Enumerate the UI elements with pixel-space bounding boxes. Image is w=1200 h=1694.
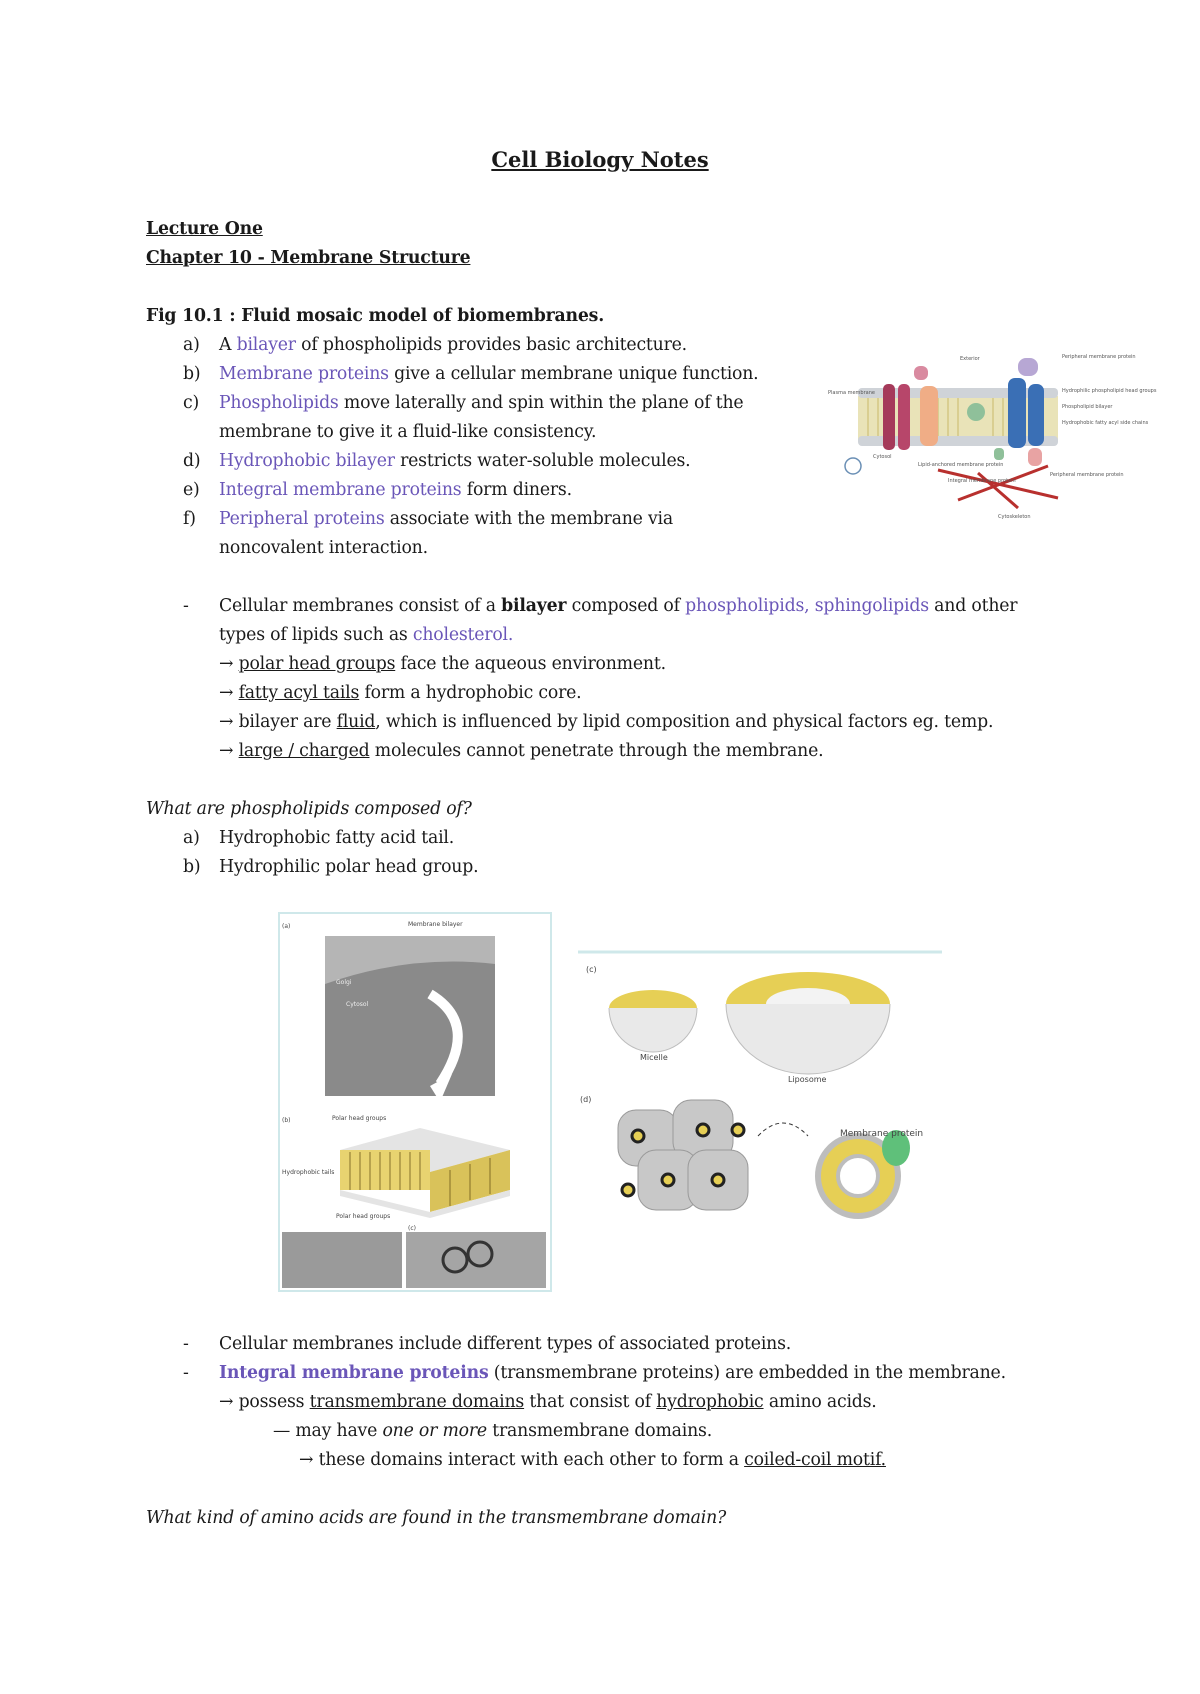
fluid-mosaic-figure [828,348,1157,520]
list-item: c) Phospholipids move laterally and spin within the plane of the [183,393,744,413]
bilayer-micrograph-figure [278,912,552,1292]
polar-head-label: Polar head groups [332,1115,387,1122]
arrow-item: → possess transmembrane domains that consist of hydrophobic amino acids. [219,1392,877,1412]
cytosol-label: Cytosol [346,1001,369,1008]
page-title: Cell Biology Notes [491,147,709,172]
sub-item: — may have one or more transmembrane domains. [273,1421,712,1441]
sub-arrow-item: → these domains interact with each other to form a coiled-coil motif. [299,1450,886,1470]
lecture-heading: Lecture One [146,219,263,239]
fig-c-small-label: (c) [408,1225,416,1232]
question: What kind of amino acids are found in the transmembrane domain? [146,1508,727,1528]
integral-label: Integral membrane protein [948,478,1016,484]
arrow-item: → fatty acyl tails form a hydrophobic core. [219,683,582,703]
bullet-continuation: types of lipids such as cholesterol. [219,625,514,645]
hydrophilic-label: Hydrophilic phospholipid head groups [1062,388,1157,394]
exterior-label: Exterior [960,356,980,362]
arrow-item: → bilayer are fluid, which is influenced by lipid composition and physical factors eg. temp. [219,712,994,732]
fig-b-label: (b) [282,1117,291,1124]
hydrophobic-label: Hydrophobic fatty acyl side chains [1062,420,1149,426]
question: What are phospholipids composed of? [146,799,472,819]
bullet-item: - Cellular membranes consist of a bilayer composed of phospholipids, sphingolipids and other [183,596,1018,616]
micelle-label: Micelle [640,1053,668,1062]
membrane-protein-label: Membrane protein [840,1129,924,1139]
lipid-anchored-label: Lipid-anchored membrane protein [918,462,1004,468]
polar-head-label-2: Polar head groups [336,1213,391,1220]
arrow-item: → large / charged molecules cannot penetrate through the membrane. [219,741,824,761]
cytosol-label: Cytosol [873,454,892,460]
golgi-label: Golgi [336,979,352,986]
bullet-item: - Integral membrane proteins (transmembrane proteins) are embedded in the membrane. [183,1363,1006,1383]
bilayer-label: Phospholipid bilayer [1062,404,1113,410]
list-item: f) Peripheral proteins associate with the membrane via [183,509,673,529]
fig-a-label: (a) [282,923,291,930]
cytoskeleton-label: Cytoskeleton [998,514,1031,520]
list-item: a) A bilayer of phospholipids provides basic architecture. [183,335,687,355]
answer-item: b) Hydrophilic polar head group. [183,857,479,877]
list-item-continuation: membrane to give it a fluid-like consistency. [219,422,597,442]
list-item: e) Integral membrane proteins form diners. [183,480,572,500]
membrane-bilayer-label: Membrane bilayer [408,921,463,928]
figure-heading: Fig 10.1 : Fluid mosaic model of biomembranes. [146,306,605,326]
hydrophobic-tails-label: Hydrophobic tails [282,1169,335,1176]
plasma-membrane-label: Plasma membrane [828,390,875,396]
list-item: d) Hydrophobic bilayer restricts water-soluble molecules. [183,451,691,471]
peripheral-label: Peripheral membrane protein [1062,354,1136,360]
peripheral-inner-label: Peripheral membrane protein [1050,472,1124,478]
answer-item: a) Hydrophobic fatty acid tail. [183,828,455,848]
arrow-item: → polar head groups face the aqueous environment. [219,654,666,674]
chapter-heading: Chapter 10 - Membrane Structure [146,248,471,268]
bullet-item: - Cellular membranes include different types of associated proteins. [183,1334,792,1354]
micelle-liposome-figure [578,950,942,1262]
fig-d-label: (d) [580,1095,592,1104]
fig-c-label: (c) [586,965,597,974]
list-item: b) Membrane proteins give a cellular membrane unique function. [183,364,759,384]
list-item-continuation: noncovalent interaction. [219,538,428,558]
liposome-label: Liposome [788,1075,827,1084]
